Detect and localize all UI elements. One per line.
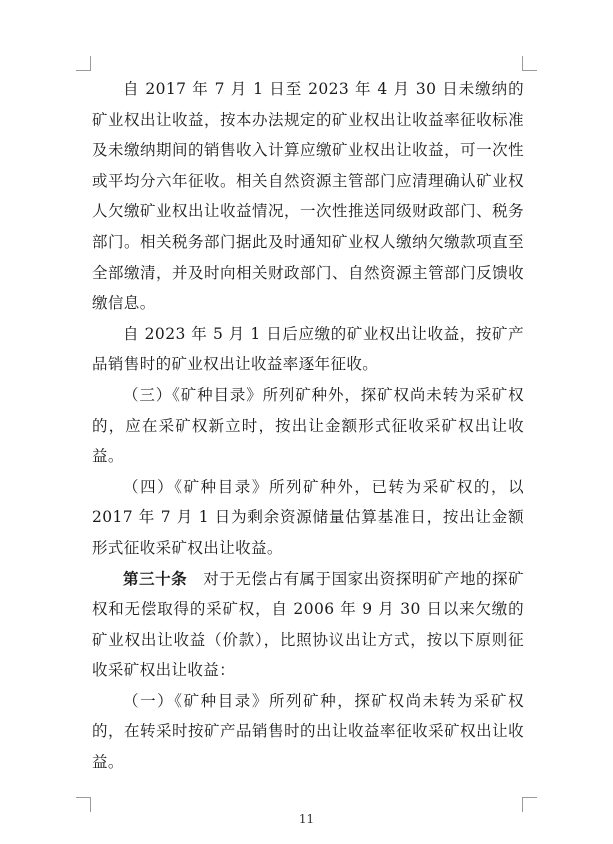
paragraph-4 (92, 472, 524, 564)
article-30-paragraph (92, 564, 524, 686)
paragraph-1-text: 自 2017 年 7 月 1 日至 2023 年 4 月 30 日未缴纳的矿业权出让收益，按本办法规定的矿业权出让收益率征收标准及未缴纳期间的销售收入计算应缴矿业权出让收益，可一次性或平均分六年征收。相关自然资源主管部门应清理确认矿业权人欠缴矿业权出让收益情况，一次性推送同级财政部门、税务部门。相关税务部门据此及时通知矿业权人缴纳欠缴款项直至全部缴清，并及时向相关财政部门、自然资源主管部门反馈收缴信息。 (92, 80, 524, 313)
crop-mark-bottom-right (522, 797, 537, 812)
paragraph-3-text: （三）《矿种目录》所列矿种外，探矿权尚未转为采矿权的，应在采矿权新立时，按出让金额形式征收采矿权出让收益。 (92, 385, 524, 466)
paragraph-4-text: （四）《矿种目录》所列矿种外，已转为采矿权的，以 2017 年 7 月 1 日为剩余资源储量估算基准日，按出让金额形式征收采矿权出让收益。 (92, 477, 524, 557)
paragraph-2-text: 自 2023 年 5 月 1 日后应缴的矿业权出让收益，按矿产品销售时的矿业权出让收益率逐年征收。 (92, 324, 524, 374)
paragraph-3 (92, 380, 524, 472)
page-number: 11 (298, 812, 315, 826)
paragraph-6-text: （一）《矿种目录》所列矿种，探矿权尚未转为采矿权的，在转采时按矿产品销售时的出让收益率征收采矿权出让收益。 (92, 691, 524, 772)
crop-mark-top-left (76, 56, 91, 71)
article-heading: 第三十条 (123, 569, 188, 588)
crop-mark-bottom-left (76, 797, 91, 812)
paragraph-6 (92, 686, 524, 778)
paragraph-1 (92, 74, 524, 319)
paragraph-2 (92, 319, 524, 380)
document-body (92, 74, 524, 778)
crop-mark-top-right (522, 56, 537, 71)
article-30-text: 对于无偿占有属于国家出资探明矿产地的探矿权和无偿取得的采矿权，自 2006 年 9 月 30 日以来欠缴的矿业权出让收益（价款），比照协议出让方式，按以下原则征收采矿权出让收益： (92, 569, 524, 680)
